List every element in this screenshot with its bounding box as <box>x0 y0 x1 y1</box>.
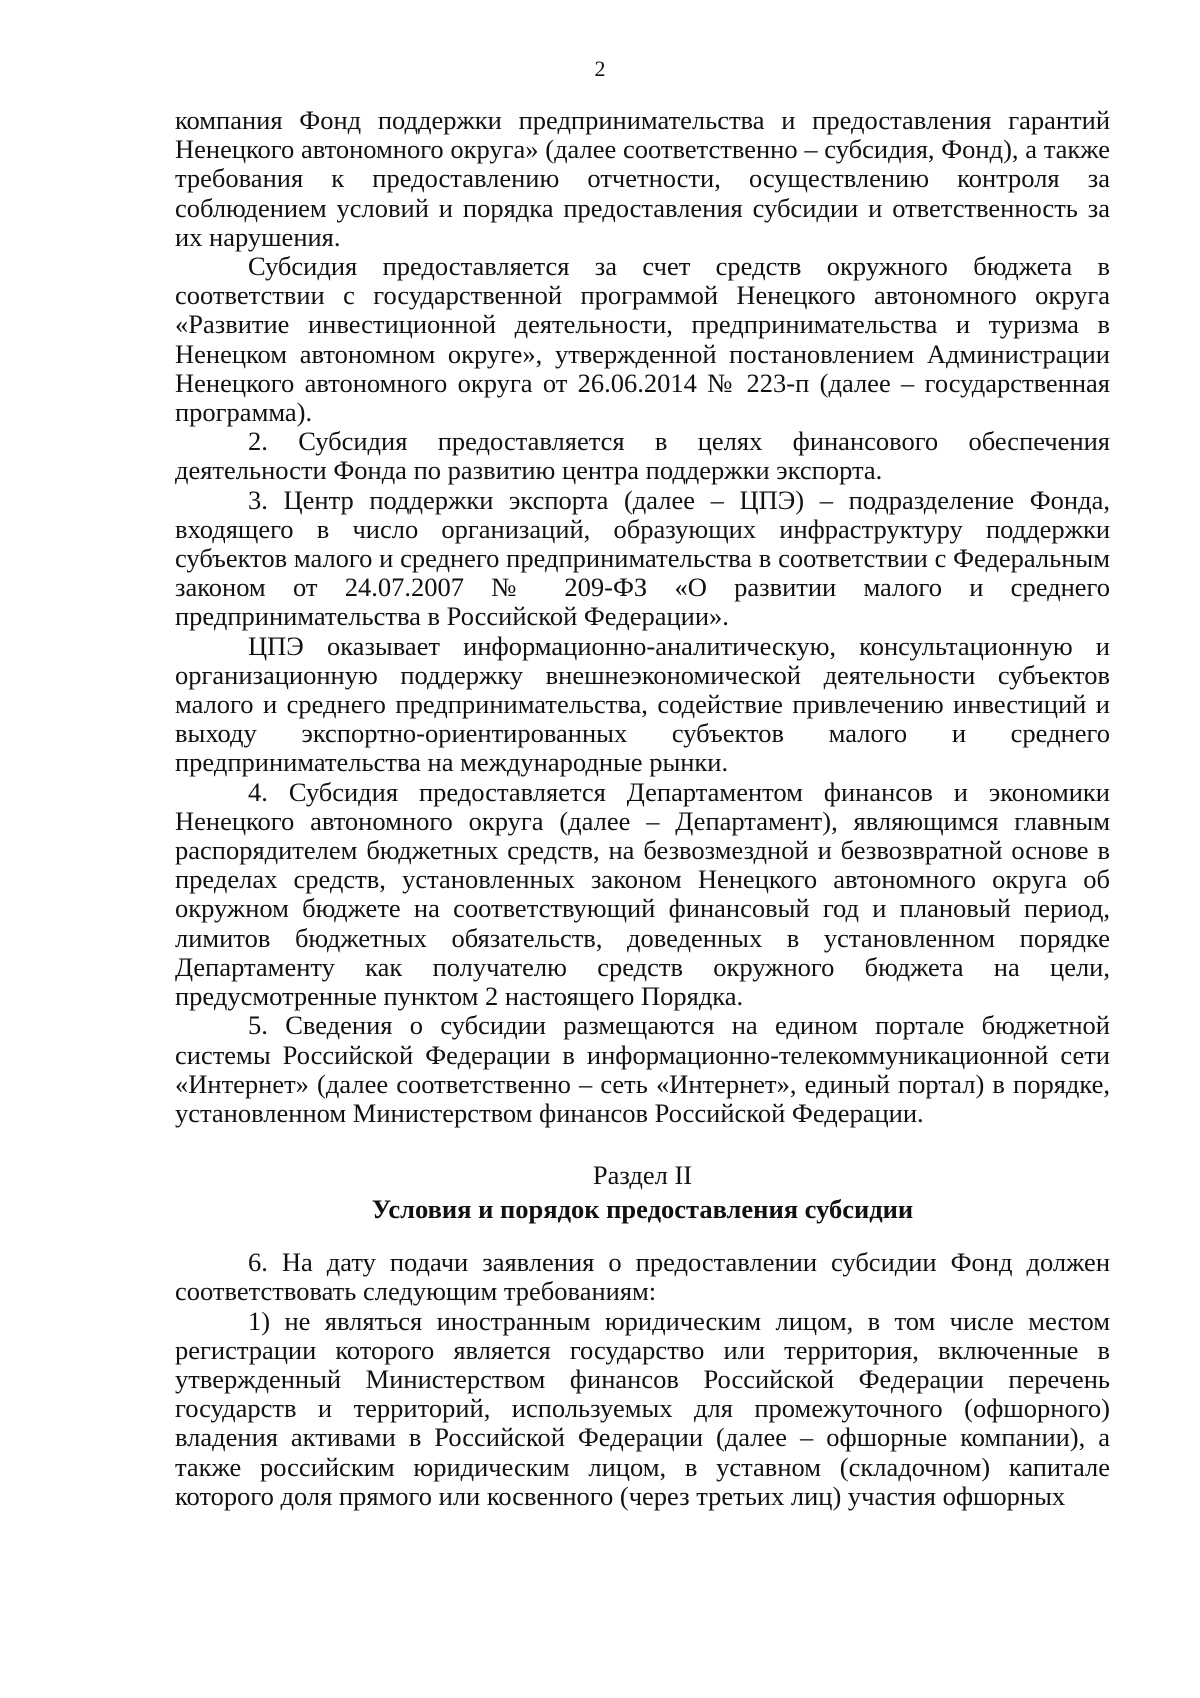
paragraph-item-2: 2. Субсидия предоставляется в целях финансового обеспечения деятельности Фонда по развитию центра поддержки экспорта. <box>175 426 1110 486</box>
paragraph-item-6: 6. На дату подачи заявления о предоставлении субсидии Фонд должен соответствовать следующим требованиям: <box>175 1247 1110 1307</box>
page-number: 2 <box>594 56 606 81</box>
paragraph-item-3: 3. Центр поддержки экспорта (далее – ЦПЭ) – подразделение Фонда, входящего в число организаций, образующих инфраструктуру поддержки субъектов малого и среднего предпринимательства в соответствии с Федеральным законом от 24.07.2007 № 209-ФЗ «О развитии малого и среднего предпринимательства в Российской Федерации». <box>175 484 1110 632</box>
paragraph-subitem-1: 1) не являться иностранным юридическим лицом, в том числе местом регистрации которого является государство или территория, включенные в утвержденный Министерством финансов Российской Федерации перечень государств и территорий, используемых для промежуточного (офшорного) владения активами в Российской Федерации (далее – офшорные компании), а также российским юридическим лицом, в уставном (складочном) капитале которого доля прямого или косвенного (через третьих лиц) участия офшорных <box>175 1305 1110 1511</box>
paragraph-continuation: компания Фонд поддержки предпринимательства и предоставления гарантий Ненецкого автономного округа» (далее соответственно – субсидия, Фонд), а также требования к предоставлению отчетности, осуществлению контроля за соблюдением условий и порядка предоставления субсидии и ответственность за их нарушения. <box>175 105 1110 252</box>
paragraph-item-4: 4. Субсидия предоставляется Департаментом финансов и экономики Ненецкого автономного округа (далее – Департамент), являющимся главным распорядителем бюджетных средств, на безвозмездной и безвозвратной основе в пределах средств, установленных законом Ненецкого автономного округа об окружном бюджете на соответствующий финансовый год и плановый период, лимитов бюджетных обязательств, доведенных в установленном порядке Департаменту как получателю средств окружного бюджета на цели, предусмотренные пунктом 2 настоящего Порядка. <box>175 776 1110 1012</box>
paragraph-item-5: 5. Сведения о субсидии размещаются на едином портале бюджетной системы Российской Федерации в информационно-телекоммуникационной сети «Интернет» (далее соответственно – сеть «Интернет», единый портал) в порядке, установленном Министерством финансов Российской Федерации. <box>175 1010 1110 1128</box>
section-number: Раздел II <box>592 1160 693 1191</box>
paragraph-subsidy-source: Субсидия предоставляется за счет средств окружного бюджета в соответствии с государственной программой Ненецкого автономного округа «Развитие инвестиционной деятельности, предпринимательства и туризма в Ненецком автономном округе», утвержденной постановлением Администрации Ненецкого автономного округа от 26.06.2014 № 223-п (далее – государственная программа). <box>175 251 1110 428</box>
section-heading <box>175 1158 1110 1226</box>
paragraph-cpe-support: ЦПЭ оказывает информационно-аналитическую, консультационную и организационную поддержку внешнеэкономической деятельности субъектов малого и среднего предпринимательства, содействие привлечению инвестиций и выходу экспортно-ориентированных субъектов малого и среднего предпринимательства на международные рынки. <box>175 630 1110 778</box>
document-body <box>175 106 1110 1511</box>
section-title: Условия и порядок предоставления субсидии <box>371 1194 914 1225</box>
